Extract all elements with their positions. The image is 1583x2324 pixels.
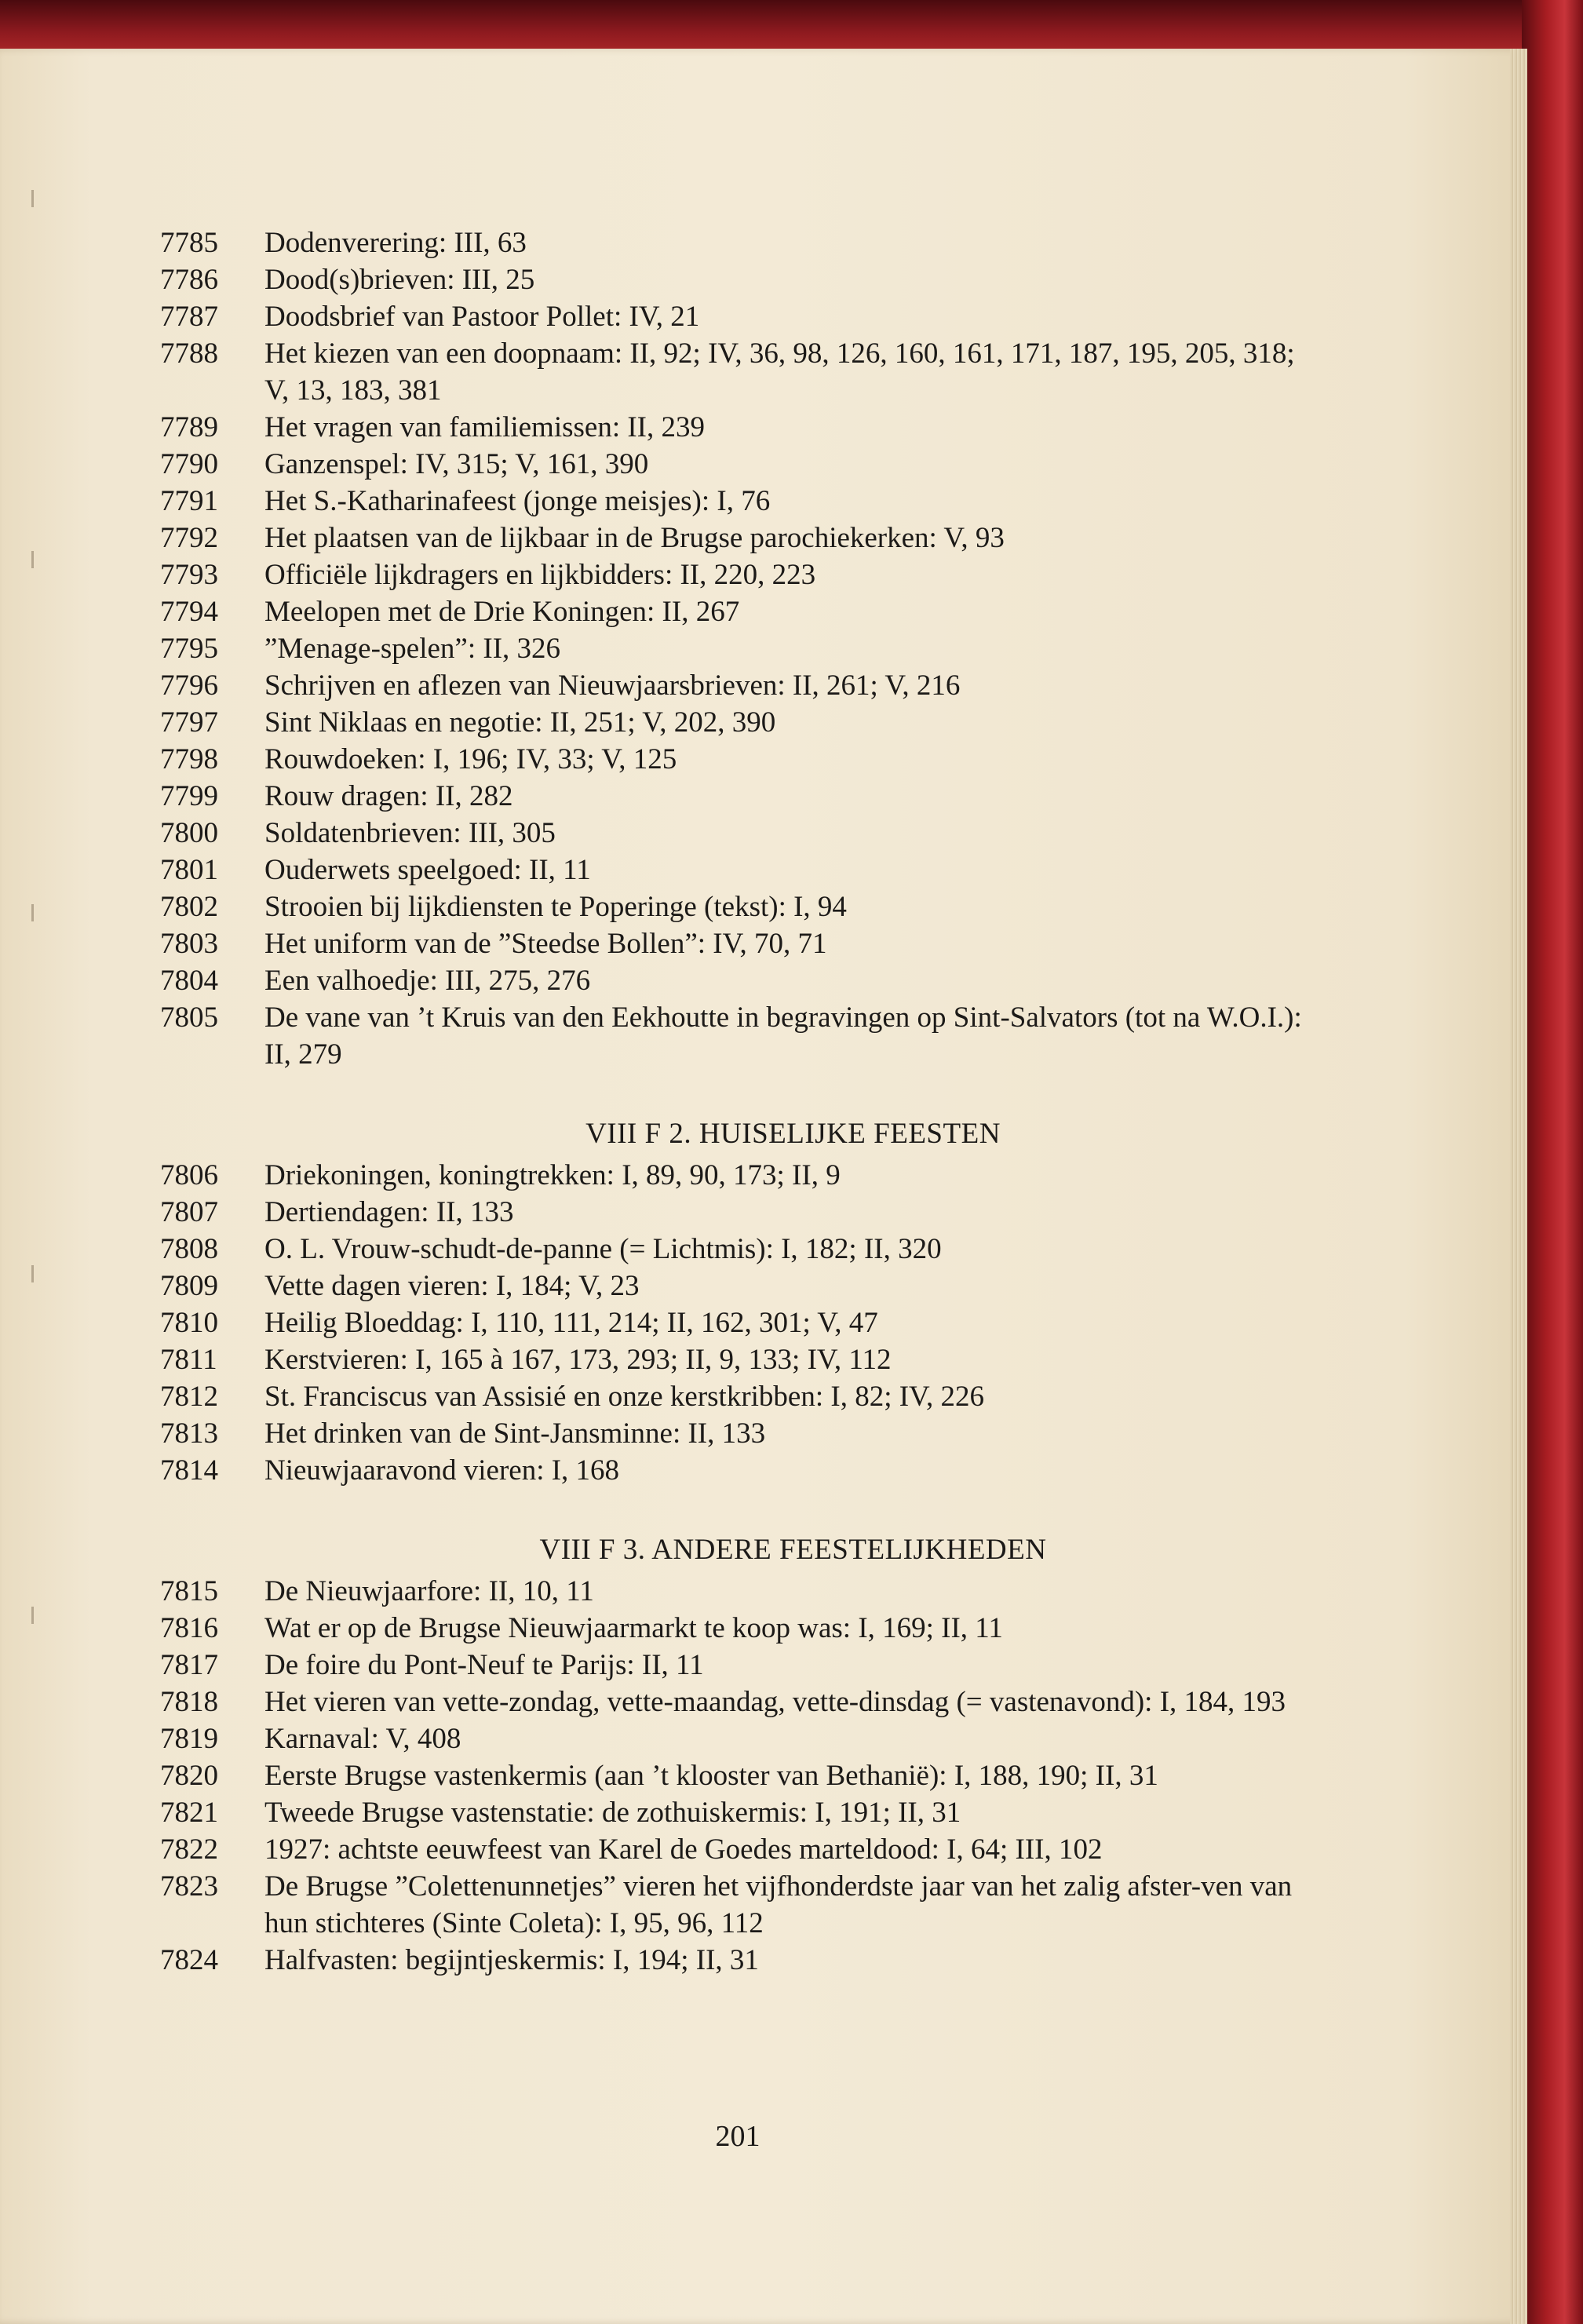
index-entry — [160, 852, 1322, 888]
entry-number: 7805 — [160, 1001, 218, 1034]
entry-number: 7808 — [160, 1233, 218, 1265]
margin-mark — [31, 551, 34, 568]
entry-number: 7815 — [160, 1575, 218, 1607]
entry-number: 7813 — [160, 1417, 218, 1450]
entry-number: 7814 — [160, 1454, 218, 1487]
index-entry — [160, 1573, 1322, 1610]
entry-number: 7791 — [160, 485, 218, 517]
entry-text: O. L. Vrouw-schudt-de-panne (= Lichtmis): I, 182; II, 320 — [264, 1233, 942, 1265]
entry-text: 1927: achtste eeuwfeest van Karel de Goedes marteldood: I, 64; III, 102 — [264, 1833, 1103, 1866]
index-entry — [160, 409, 1322, 446]
index-entry — [160, 1831, 1322, 1868]
index-entry — [160, 1194, 1322, 1231]
entry-number: 7800 — [160, 817, 218, 849]
section-heading: VIII F 2. HUISELIJKE FEESTEN — [585, 1118, 1001, 1150]
entry-number: 7798 — [160, 743, 218, 775]
margin-mark — [31, 190, 34, 207]
index-entry — [160, 1794, 1322, 1831]
entry-text: De Brugse ”Colettenunnetjes” vieren het vijfhonderdste jaar van het zalig afster-ven van hun stichteres (Sinte Coleta): I, 95, 96, 112 — [264, 1870, 1293, 1939]
entry-text: Doodsbrief van Pastoor Pollet: IV, 21 — [264, 301, 700, 333]
page-number: 201 — [715, 2120, 760, 2153]
entry-number: 7804 — [160, 965, 218, 997]
entry-number: 7810 — [160, 1307, 218, 1339]
page-stack-edges — [1510, 49, 1527, 2324]
entry-text: Schrijven en aflezen van Nieuwjaarsbrieven: II, 261; V, 216 — [264, 669, 961, 702]
entry-text: Het S.-Katharinafeest (jonge meisjes): I, 76 — [264, 485, 771, 517]
index-entry — [160, 925, 1322, 962]
entry-text: Rouwdoeken: I, 196; IV, 33; V, 125 — [264, 743, 677, 775]
entry-number: 7789 — [160, 411, 218, 443]
index-entry — [160, 999, 1322, 1073]
entry-number: 7799 — [160, 780, 218, 812]
entry-text: Het vragen van familiemissen: II, 239 — [264, 411, 705, 443]
index-entry — [160, 520, 1322, 556]
index-entry — [160, 1231, 1322, 1268]
entry-text: Eerste Brugse vastenkermis (aan ’t klooster van Bethanië): I, 188, 190; II, 31 — [264, 1760, 1158, 1792]
entry-text: ”Menage-spelen”: II, 326 — [264, 633, 561, 665]
index-entry — [160, 224, 1322, 261]
index-entry — [160, 778, 1322, 815]
entry-number: 7787 — [160, 301, 218, 333]
entry-text: Het uniform van de ”Steedse Bollen”: IV, 70, 71 — [264, 928, 827, 960]
index-entry — [160, 593, 1322, 630]
index-entry — [160, 335, 1322, 409]
entry-number: 7818 — [160, 1686, 218, 1718]
entry-text: Dood(s)brieven: III, 25 — [264, 264, 535, 296]
entry-number: 7786 — [160, 264, 218, 296]
index-entry — [160, 1452, 1322, 1489]
entry-text: Dodenverering: III, 63 — [264, 227, 527, 259]
index-entry — [160, 1720, 1322, 1757]
index-entry — [160, 556, 1322, 593]
index-entry — [160, 446, 1322, 483]
entry-number: 7795 — [160, 633, 218, 665]
entry-text: Rouw dragen: II, 282 — [264, 780, 513, 812]
entry-number: 7807 — [160, 1196, 218, 1228]
index-entry — [160, 1157, 1322, 1194]
index-entry — [160, 1868, 1322, 1942]
entry-text: Het drinken van de Sint-Jansminne: II, 133 — [264, 1417, 766, 1450]
entry-text: Het kiezen van een doopnaam: II, 92; IV, 36, 98, 126, 160, 161, 171, 187, 195, 205, 318; V, 13, 183, 381 — [264, 337, 1295, 407]
book-cover-right-edge — [1522, 0, 1583, 2324]
index-entry — [160, 815, 1322, 852]
entry-text: De vane van ’t Kruis van den Eekhoutte in begravingen op Sint-Salvators (tot na W.O.I.): II, 279 — [264, 1001, 1302, 1071]
index-entry — [160, 1268, 1322, 1304]
index-entry — [160, 483, 1322, 520]
entry-text: Ouderwets speelgoed: II, 11 — [264, 854, 591, 886]
entry-number: 7819 — [160, 1723, 218, 1755]
index-entry — [160, 1757, 1322, 1794]
entry-number: 7801 — [160, 854, 218, 886]
index-entry — [160, 704, 1322, 741]
index-entry — [160, 1942, 1322, 1979]
entry-text: Karnaval: V, 408 — [264, 1723, 461, 1755]
entry-text: Het plaatsen van de lijkbaar in de Brugse parochiekerken: V, 93 — [264, 522, 1005, 554]
entry-number: 7817 — [160, 1649, 218, 1681]
entry-text: Officiële lijkdragers en lijkbidders: II, 220, 223 — [264, 559, 816, 591]
entry-text: Dertiendagen: II, 133 — [264, 1196, 514, 1228]
entry-text: Ganzenspel: IV, 315; V, 161, 390 — [264, 448, 649, 480]
entry-text: Strooien bij lijkdiensten te Poperinge (tekst): I, 94 — [264, 891, 847, 923]
entry-text: Sint Niklaas en negotie: II, 251; V, 202, 390 — [264, 706, 776, 739]
entry-text: Tweede Brugse vastenstatie: de zothuiskermis: I, 191; II, 31 — [264, 1797, 961, 1829]
index-content — [160, 224, 1322, 1979]
entry-number: 7794 — [160, 596, 218, 628]
entry-number: 7806 — [160, 1159, 218, 1191]
entry-number: 7803 — [160, 928, 218, 960]
entry-text: Soldatenbrieven: III, 305 — [264, 817, 556, 849]
index-entry — [160, 1415, 1322, 1452]
entry-text: St. Franciscus van Assisié en onze kerstkribben: I, 82; IV, 226 — [264, 1381, 984, 1413]
entry-number: 7797 — [160, 706, 218, 739]
entry-number: 7802 — [160, 891, 218, 923]
index-entry — [160, 1341, 1322, 1378]
entry-number: 7820 — [160, 1760, 218, 1792]
entry-text: Een valhoedje: III, 275, 276 — [264, 965, 591, 997]
entry-text: Wat er op de Brugse Nieuwjaarmarkt te koop was: I, 169; II, 11 — [264, 1612, 1003, 1644]
entry-text: Kerstvieren: I, 165 à 167, 173, 293; II, 9, 133; IV, 112 — [264, 1344, 892, 1376]
entry-number: 7788 — [160, 337, 218, 370]
entry-text: Het vieren van vette-zondag, vette-maandag, vette-dinsdag (= vastenavond): I, 184, 193 — [264, 1686, 1286, 1718]
index-entry — [160, 298, 1322, 335]
index-entry — [160, 888, 1322, 925]
index-entry — [160, 1610, 1322, 1647]
section-heading: VIII F 3. ANDERE FEESTELIJKHEDEN — [539, 1534, 1047, 1566]
entry-text: De foire du Pont-Neuf te Parijs: II, 11 — [264, 1649, 704, 1681]
index-entry — [160, 1684, 1322, 1720]
index-entry — [160, 667, 1322, 704]
index-entry — [160, 741, 1322, 778]
entry-text: Heilig Bloeddag: I, 110, 111, 214; II, 162, 301; V, 47 — [264, 1307, 878, 1339]
entry-number: 7816 — [160, 1612, 218, 1644]
index-entry — [160, 962, 1322, 999]
index-entry — [160, 630, 1322, 667]
entry-number: 7792 — [160, 522, 218, 554]
index-entry — [160, 261, 1322, 298]
entry-text: Nieuwjaaravond vieren: I, 168 — [264, 1454, 620, 1487]
index-entry — [160, 1378, 1322, 1415]
entry-number: 7824 — [160, 1944, 218, 1976]
margin-mark — [31, 904, 34, 921]
entry-text: Halfvasten: begijntjeskermis: I, 194; II, 31 — [264, 1944, 759, 1976]
entry-number: 7809 — [160, 1270, 218, 1302]
book-page — [0, 49, 1527, 2324]
margin-mark — [31, 1265, 34, 1282]
entry-number: 7790 — [160, 448, 218, 480]
index-entry — [160, 1647, 1322, 1684]
entry-number: 7793 — [160, 559, 218, 591]
entry-number: 7812 — [160, 1381, 218, 1413]
entry-number: 7823 — [160, 1870, 218, 1903]
index-entry — [160, 1304, 1322, 1341]
entry-text: Meelopen met de Drie Koningen: II, 267 — [264, 596, 740, 628]
entry-number: 7785 — [160, 227, 218, 259]
entry-number: 7821 — [160, 1797, 218, 1829]
entry-number: 7822 — [160, 1833, 218, 1866]
entry-number: 7811 — [160, 1344, 217, 1376]
margin-mark — [31, 1607, 34, 1624]
entry-text: De Nieuwjaarfore: II, 10, 11 — [264, 1575, 594, 1607]
entry-text: Vette dagen vieren: I, 184; V, 23 — [264, 1270, 640, 1302]
entry-number: 7796 — [160, 669, 218, 702]
entry-text: Driekoningen, koningtrekken: I, 89, 90, 173; II, 9 — [264, 1159, 841, 1191]
